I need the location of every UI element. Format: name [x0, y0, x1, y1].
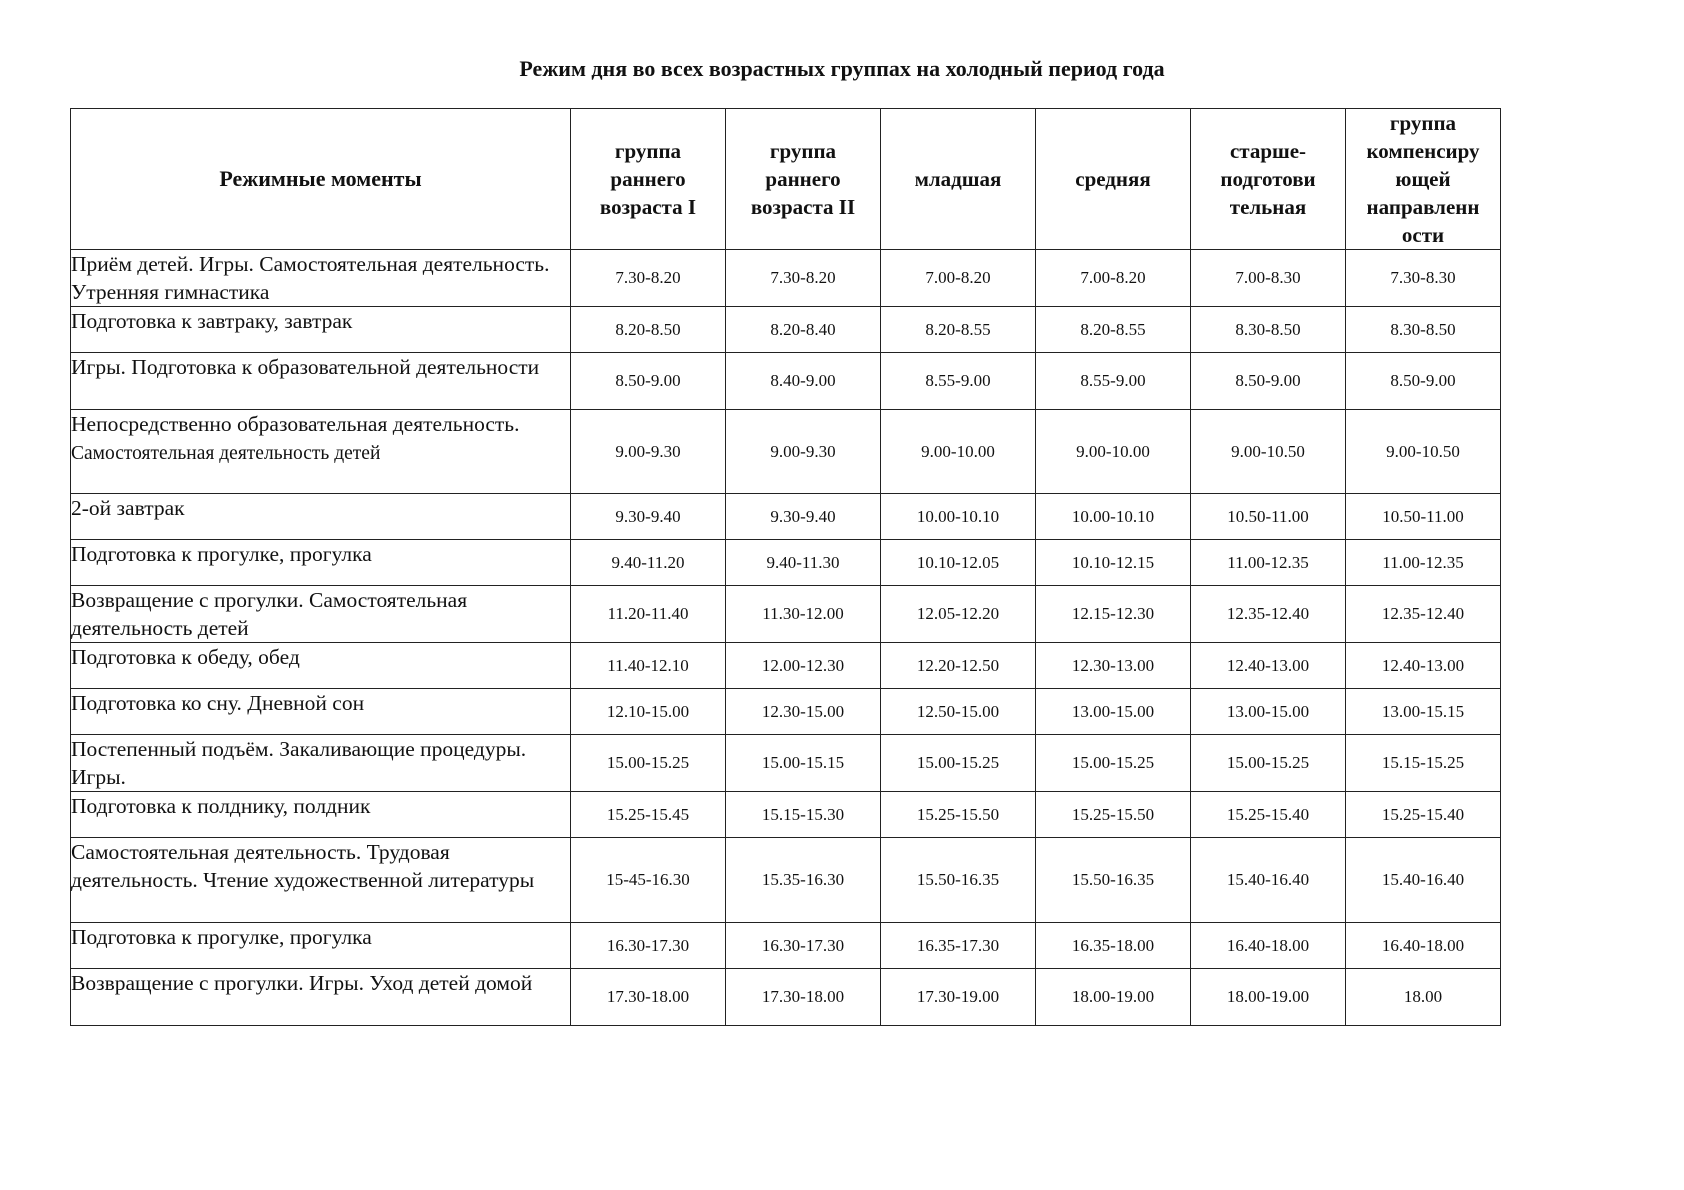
header-line: средняя [1075, 167, 1151, 191]
time-cell: 17.30-18.00 [571, 969, 726, 1026]
header-early-age-1 [571, 109, 726, 250]
time-cell: 8.20-8.55 [881, 307, 1036, 353]
time-cell: 15.25-15.50 [1036, 792, 1191, 838]
time-cell: 7.00-8.20 [881, 250, 1036, 307]
header-line: младшая [914, 167, 1002, 191]
header-line: тельная [1229, 195, 1307, 219]
header-junior [881, 109, 1036, 250]
time-cell: 11.30-12.00 [726, 586, 881, 643]
time-cell: 9.00-9.30 [571, 410, 726, 494]
time-cell: 8.50-9.00 [1191, 353, 1346, 410]
time-cell: 16.40-18.00 [1191, 923, 1346, 969]
activity-cell: Подготовка к полднику, полдник [71, 792, 571, 838]
time-cell: 12.00-12.30 [726, 643, 881, 689]
time-cell: 10.10-12.15 [1036, 540, 1191, 586]
time-cell: 17.30-19.00 [881, 969, 1036, 1026]
table-row [71, 735, 1501, 792]
header-row [71, 109, 1501, 250]
time-cell: 10.50-11.00 [1191, 494, 1346, 540]
time-cell: 10.00-10.10 [881, 494, 1036, 540]
header-line: направленн [1366, 195, 1480, 219]
time-cell: 13.00-15.15 [1346, 689, 1501, 735]
time-cell: 8.30-8.50 [1346, 307, 1501, 353]
time-cell: 8.50-9.00 [571, 353, 726, 410]
time-cell: 10.00-10.10 [1036, 494, 1191, 540]
time-cell: 16.35-17.30 [881, 923, 1036, 969]
time-cell: 8.20-8.55 [1036, 307, 1191, 353]
header-line: раннего [765, 167, 841, 191]
header-middle [1036, 109, 1191, 250]
time-cell: 12.50-15.00 [881, 689, 1036, 735]
time-cell: 15.35-16.30 [726, 838, 881, 923]
table-row [71, 792, 1501, 838]
header-line: ости [1401, 223, 1445, 247]
header-activity [71, 109, 571, 250]
time-cell: 9.40-11.30 [726, 540, 881, 586]
header-senior-preparatory [1191, 109, 1346, 250]
header-line: подготови [1220, 167, 1316, 191]
time-cell: 11.20-11.40 [571, 586, 726, 643]
time-cell: 12.35-12.40 [1346, 586, 1501, 643]
time-cell: 16.40-18.00 [1346, 923, 1501, 969]
time-cell: 7.30-8.20 [726, 250, 881, 307]
time-cell: 11.00-12.35 [1191, 540, 1346, 586]
header-line: группа [769, 139, 837, 163]
time-cell: 8.40-9.00 [726, 353, 881, 410]
time-cell: 13.00-15.00 [1191, 689, 1346, 735]
time-cell: 15.50-16.35 [881, 838, 1036, 923]
table-row [71, 353, 1501, 410]
time-cell: 15.15-15.25 [1346, 735, 1501, 792]
activity-text: Непосредственно образовательная деятельность. [71, 412, 520, 436]
time-cell: 11.00-12.35 [1346, 540, 1501, 586]
time-cell: 12.20-12.50 [881, 643, 1036, 689]
header-line: компенсиру [1366, 139, 1480, 163]
time-cell: 15.00-15.25 [881, 735, 1036, 792]
time-cell: 9.00-9.30 [726, 410, 881, 494]
activity-cell: Подготовка к завтраку, завтрак [71, 307, 571, 353]
time-cell: 16.35-18.00 [1036, 923, 1191, 969]
time-cell: 12.30-13.00 [1036, 643, 1191, 689]
time-cell: 15.00-15.25 [1036, 735, 1191, 792]
activity-cell [71, 410, 571, 494]
activity-cell: Возвращение с прогулки. Самостоятельная деятельность детей [71, 586, 571, 643]
header-line: ющей [1395, 167, 1451, 191]
table-row [71, 643, 1501, 689]
activity-cell: Подготовка ко сну. Дневной сон [71, 689, 571, 735]
time-cell: 7.00-8.20 [1036, 250, 1191, 307]
activity-cell: Игры. Подготовка к образовательной деятельности [71, 353, 571, 410]
time-cell: 12.30-15.00 [726, 689, 881, 735]
time-cell: 12.40-13.00 [1346, 643, 1501, 689]
table-row [71, 838, 1501, 923]
activity-cell: Постепенный подъём. Закаливающие процедуры. Игры. [71, 735, 571, 792]
time-cell: 8.50-9.00 [1346, 353, 1501, 410]
time-cell: 8.20-8.50 [571, 307, 726, 353]
time-cell: 9.30-9.40 [571, 494, 726, 540]
table-row [71, 410, 1501, 494]
header-line: возраста I [599, 195, 697, 219]
time-cell: 15.00-15.15 [726, 735, 881, 792]
activity-cell: Подготовка к прогулке, прогулка [71, 540, 571, 586]
header-line: возраста II [750, 195, 856, 219]
activity-cell: Подготовка к обеду, обед [71, 643, 571, 689]
table-row [71, 969, 1501, 1026]
header-early-age-2 [726, 109, 881, 250]
time-cell: 10.10-12.05 [881, 540, 1036, 586]
time-cell: 10.50-11.00 [1346, 494, 1501, 540]
time-cell: 16.30-17.30 [571, 923, 726, 969]
time-cell: 18.00-19.00 [1036, 969, 1191, 1026]
time-cell: 9.00-10.50 [1191, 410, 1346, 494]
activity-text-small: Самостоятельная деятельность детей [71, 443, 381, 464]
time-cell: 15.40-16.40 [1191, 838, 1346, 923]
schedule-table [70, 108, 1501, 1026]
time-cell: 15.15-15.30 [726, 792, 881, 838]
time-cell: 15-45-16.30 [571, 838, 726, 923]
activity-cell: Подготовка к прогулке, прогулка [71, 923, 571, 969]
header-line: группа [614, 139, 682, 163]
time-cell: 12.05-12.20 [881, 586, 1036, 643]
time-cell: 8.55-9.00 [881, 353, 1036, 410]
time-cell: 7.30-8.30 [1346, 250, 1501, 307]
time-cell: 16.30-17.30 [726, 923, 881, 969]
time-cell: 8.20-8.40 [726, 307, 881, 353]
table-row [71, 689, 1501, 735]
time-cell: 9.30-9.40 [726, 494, 881, 540]
header-line: группа [1389, 111, 1457, 135]
time-cell: 8.30-8.50 [1191, 307, 1346, 353]
table-row [71, 494, 1501, 540]
time-cell: 9.00-10.50 [1346, 410, 1501, 494]
time-cell: 11.40-12.10 [571, 643, 726, 689]
table-row [71, 586, 1501, 643]
time-cell: 17.30-18.00 [726, 969, 881, 1026]
time-cell: 12.15-12.30 [1036, 586, 1191, 643]
activity-cell: Приём детей. Игры. Самостоятельная деятельность. Утренняя гимнастика [71, 250, 571, 307]
time-cell: 15.00-15.25 [1191, 735, 1346, 792]
time-cell: 9.00-10.00 [881, 410, 1036, 494]
activity-cell: Возвращение с прогулки. Игры. Уход детей домой [71, 969, 571, 1026]
time-cell: 7.00-8.30 [1191, 250, 1346, 307]
header-line: старше- [1229, 139, 1307, 163]
time-cell: 18.00 [1346, 969, 1501, 1026]
time-cell: 9.40-11.20 [571, 540, 726, 586]
time-cell: 15.25-15.50 [881, 792, 1036, 838]
time-cell: 15.50-16.35 [1036, 838, 1191, 923]
table-row [71, 250, 1501, 307]
table-row [71, 540, 1501, 586]
header-line: раннего [610, 167, 686, 191]
time-cell: 12.40-13.00 [1191, 643, 1346, 689]
time-cell: 15.25-15.40 [1191, 792, 1346, 838]
time-cell: 15.00-15.25 [571, 735, 726, 792]
activity-cell: 2-ой завтрак [71, 494, 571, 540]
time-cell: 12.35-12.40 [1191, 586, 1346, 643]
header-compensatory [1346, 109, 1501, 250]
activity-cell: Самостоятельная деятельность. Трудовая деятельность. Чтение художественной литературы [71, 838, 571, 923]
time-cell: 18.00-19.00 [1191, 969, 1346, 1026]
table-row [71, 923, 1501, 969]
time-cell: 15.25-15.40 [1346, 792, 1501, 838]
time-cell: 9.00-10.00 [1036, 410, 1191, 494]
time-cell: 15.40-16.40 [1346, 838, 1501, 923]
page-title: Режим дня во всех возрастных группах на холодный период года [519, 56, 1165, 81]
time-cell: 12.10-15.00 [571, 689, 726, 735]
time-cell: 8.55-9.00 [1036, 353, 1191, 410]
header-line: Режимные моменты [219, 166, 422, 191]
table-row [71, 307, 1501, 353]
time-cell: 15.25-15.45 [571, 792, 726, 838]
time-cell: 7.30-8.20 [571, 250, 726, 307]
time-cell: 13.00-15.00 [1036, 689, 1191, 735]
